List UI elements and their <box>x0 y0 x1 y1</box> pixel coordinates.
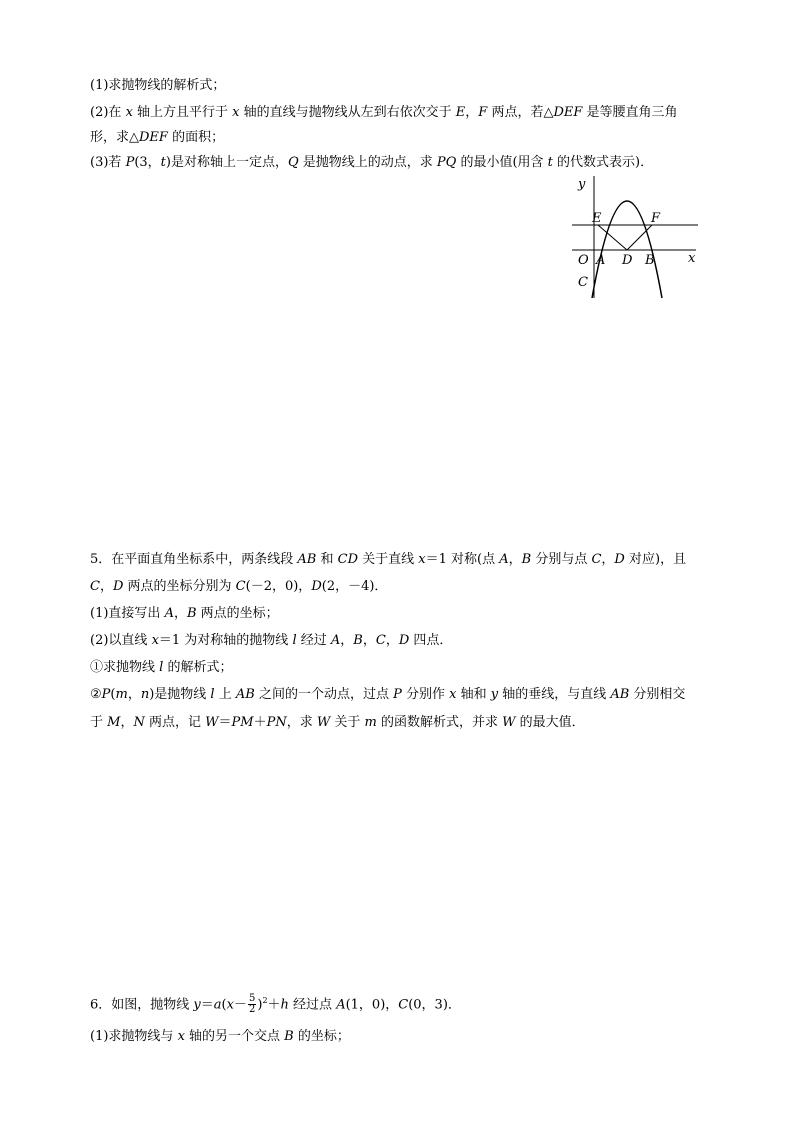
label-d: D <box>622 253 633 268</box>
q5-part2-sub2-line1: ②P(m，n)是抛物线 l 上 AB 之间的一个动点，过点 P 分别作 x 轴和 y 轴的垂线，与直线 AB 分别相交 <box>90 687 686 702</box>
label-a: A <box>596 253 606 268</box>
q5-part2-sub1: ①求抛物线 l 的解析式； <box>90 660 233 675</box>
label-y: y <box>578 177 586 192</box>
q5-part2-sub2-line2: 于 M，N 两点，记 W＝PM＋PN，求 W 关于 m 的函数解析式，并求 W 的最大值． <box>90 715 585 730</box>
q5-part2: (2)以直线 x＝1 为对称轴的抛物线 l 经过 A，B，C，D 四点． <box>90 633 453 648</box>
fraction-five-halves: $\frac{5}{2}$ <box>248 993 256 1016</box>
q4-part2-line1: (2)在 x 轴上方且平行于 x 轴的直线与抛物线从左到右依次交于 E，F 两点，若△DEF 是等腰直角三角 <box>90 105 678 120</box>
label-f: F <box>651 211 661 226</box>
q5-stem-line2: C，D 两点的坐标分别为 C(－2，0)，D(2，－4)． <box>90 579 388 594</box>
label-x: x <box>688 251 696 266</box>
label-c: C <box>578 275 588 290</box>
label-b: B <box>645 253 655 268</box>
q5-stem-line1: 5．在平面直角坐标系中，两条线段 AB 和 CD 关于直线 x＝1 对称(点 A，B 分别与点 C，D 对应)，且 <box>90 552 687 567</box>
q4-part1: (1)求抛物线的解析式； <box>90 78 226 93</box>
q4-part2-line2: 形，求△DEF 的面积； <box>90 130 225 145</box>
q6-stem: 6．如图，抛物线 y＝a(x－ $\frac{5}{2}$ )$^2$＋h 经过点 A(1，0)，C(0，3)． <box>90 993 461 1016</box>
label-e: E <box>592 211 602 226</box>
parabola-figure <box>568 172 702 302</box>
label-o: O <box>578 253 589 268</box>
q4-part3: (3)若 P(3，t)是对称轴上一定点，Q 是抛物线上的动点，求 PQ 的最小值(用含 t 的代数式表示)． <box>90 155 654 170</box>
q5-part1: (1)直接写出 A，B 两点的坐标； <box>90 606 279 621</box>
q6-part1: (1)求抛物线与 x 轴的另一个交点 B 的坐标； <box>90 1029 350 1044</box>
